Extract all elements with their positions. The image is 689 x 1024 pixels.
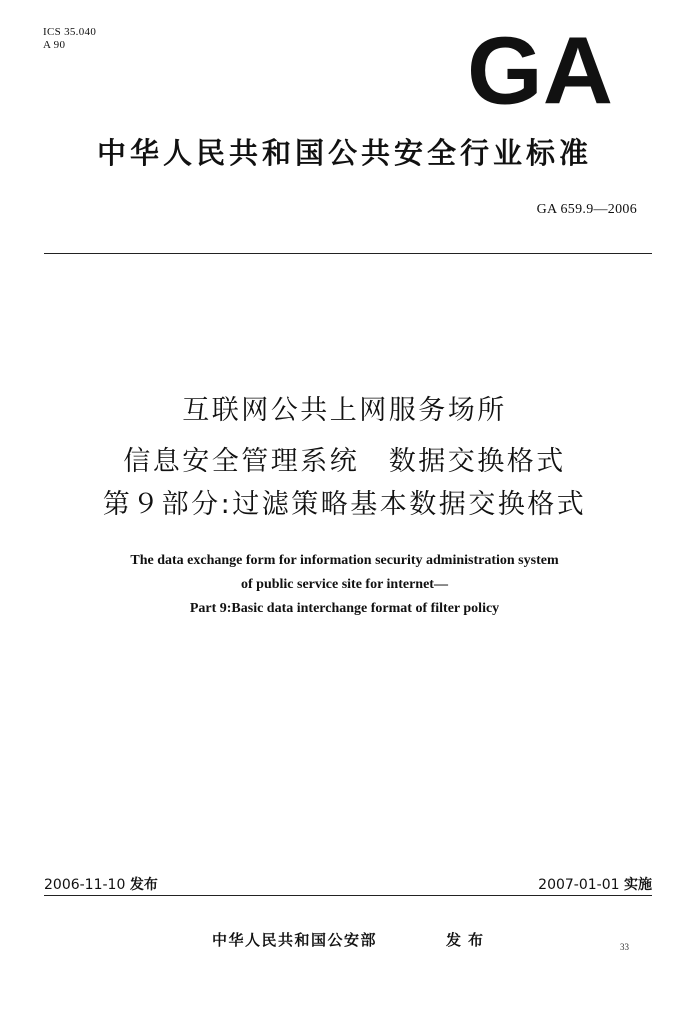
title-zh-line3: 第９部分:过滤策略基本数据交换格式 <box>102 489 587 520</box>
implement-date-block <box>538 876 652 894</box>
ga-logo <box>466 30 614 108</box>
title-en-line1: The data exchange form for information security administration system <box>130 553 559 568</box>
title-zh-line1: 互联网公共上网服务场所 <box>182 395 507 426</box>
bottom-divider <box>44 895 652 896</box>
title-en-line3: Part 9:Basic data interchange format of filter policy <box>189 601 500 616</box>
publisher: 中华人民共和国公安部 <box>212 931 378 949</box>
issue-label: 发布 <box>129 877 158 893</box>
publish-label: 发布 <box>446 931 491 949</box>
issue-date: 2006-11-10 <box>44 877 126 893</box>
standard-number: GA 659.9—2006 <box>536 202 637 217</box>
title-en-line2: of public service site for internet— <box>241 577 448 592</box>
ga-logo-text: GA <box>467 30 613 108</box>
classification-codes <box>43 26 96 52</box>
title-zh-line2: 信息安全管理系统 数据交换格式 <box>123 446 566 477</box>
implement-date: 2007-01-01 <box>538 877 620 893</box>
org-title: 中华人民共和国公共安全行业标准 <box>96 136 592 170</box>
implement-label: 实施 <box>624 877 652 893</box>
ics-code: ICS 35.040 <box>43 26 97 38</box>
ccs-code: A 90 <box>43 39 66 51</box>
top-divider <box>44 253 652 254</box>
page-number: 33 <box>620 942 629 952</box>
issue-date-block <box>44 876 158 894</box>
